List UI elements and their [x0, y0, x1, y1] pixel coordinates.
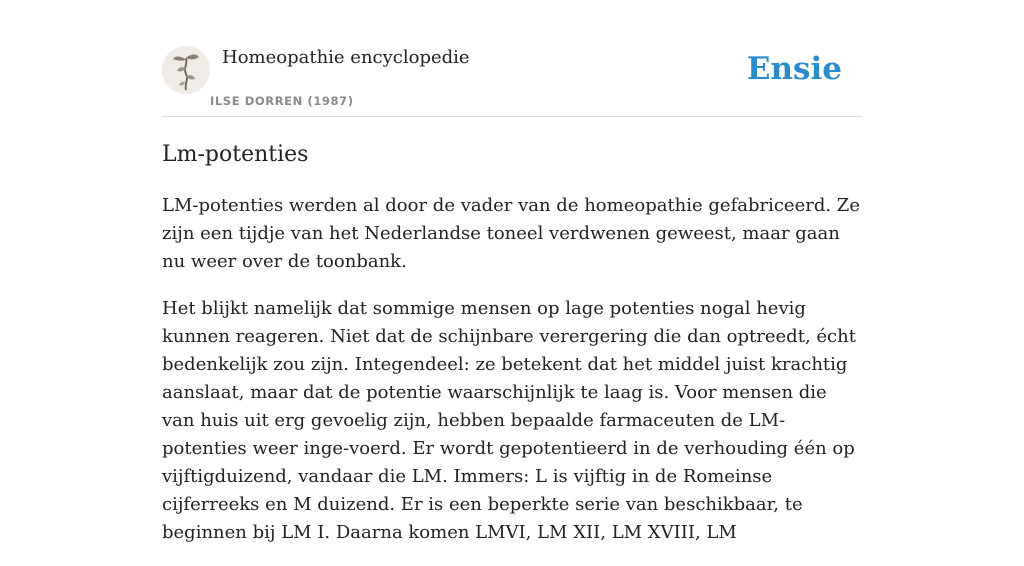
- brand-logo[interactable]: Ensie: [746, 51, 842, 87]
- entry-body: [162, 192, 862, 566]
- paragraph: Het blijkt namelijk dat sommige mensen op lage potenties nogal hevig kunnen reageren. Niet dat de schijnbare verergering die dan optreedt, écht bedenkelijk zou zijn. Integendeel: ze betekent dat het middel juist krachtig aanslaat, maar dat de potentie waarschijnlijk te laag is. Voor mensen die van huis uit erg gevoelig zijn, hebben bepaalde farmaceuten de LM-potenties weer inge-voerd. Er wordt gepotentieerd in de verhouding één op vijftigduizend, vandaar die LM. Immers: L is vijftig in de Romeinse cijferreeks en M duizend. Er is een beperkte serie van beschikbaar, te beginnen bij LM I. Daarna komen LMVI, LM XII, LM XVIII, LM: [162, 298, 856, 543]
- book-title[interactable]: Homeopathie encyclopedie: [222, 47, 470, 68]
- plant-icon: [162, 46, 210, 94]
- entry-header: [162, 0, 862, 117]
- author-label: ILSE DORREN (1987): [210, 94, 354, 108]
- entry-title: Lm-potenties: [162, 142, 309, 167]
- paragraph: LM-potenties werden al door de vader van de homeopathie gefabriceerd. Ze zijn een tijdje van het Nederlandse toneel verdwenen geweest, maar gaan nu weer over de toonbank.: [162, 195, 860, 272]
- page-container: [162, 0, 862, 543]
- book-avatar[interactable]: [162, 46, 210, 94]
